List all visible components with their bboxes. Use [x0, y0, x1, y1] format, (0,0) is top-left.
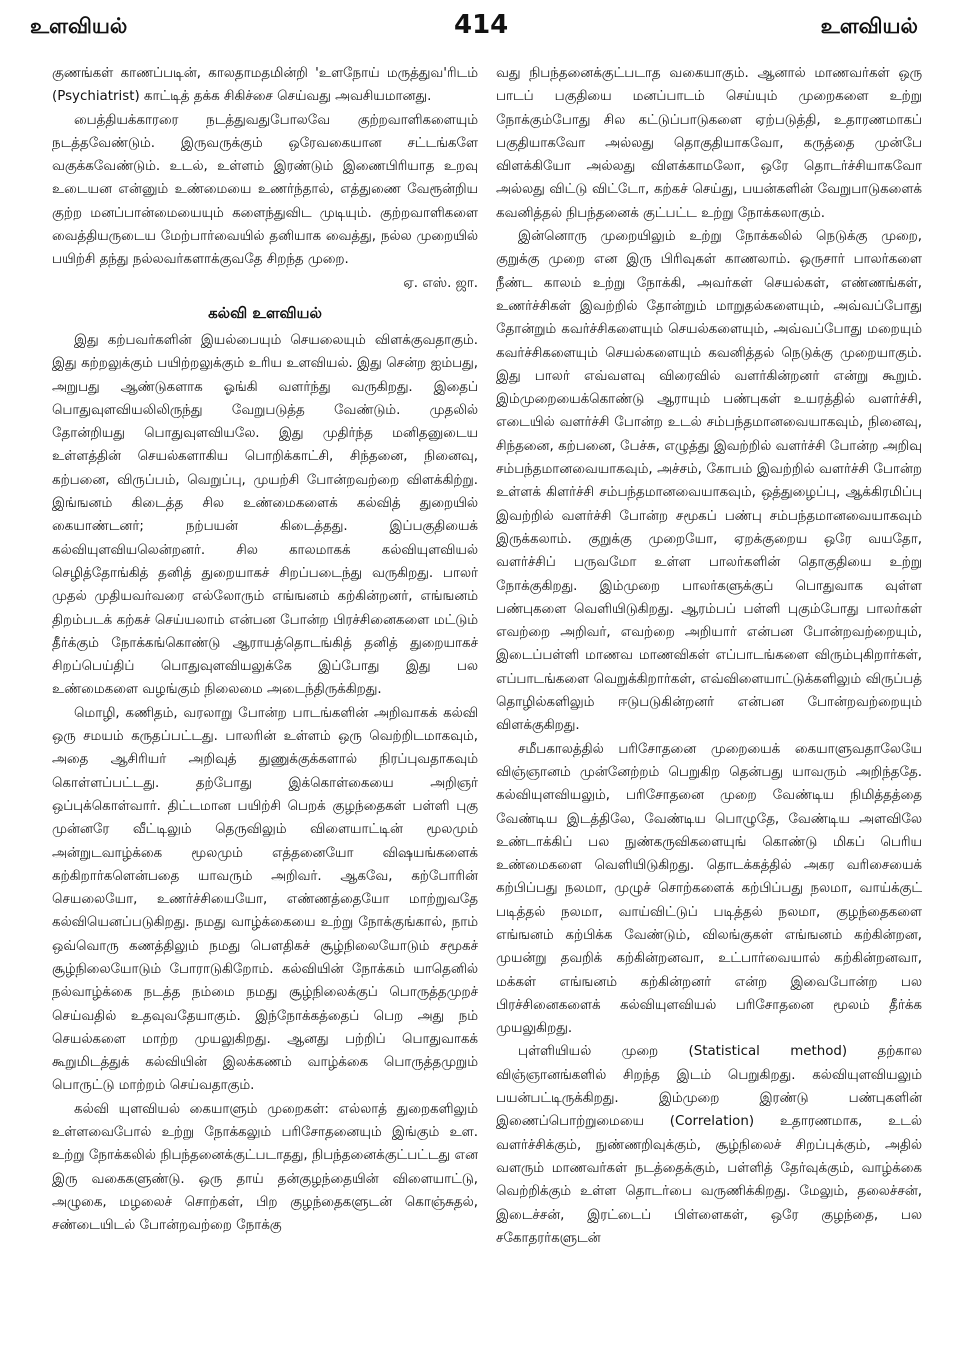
running-title-right: உளவியல் — [820, 14, 918, 38]
paragraph: வது நிபந்தனைக்குட்படாத வகையாகும். ஆனால் மாணவர்கள் ஒரு பாடப் பகுதியை மனப்பாடம் செய்யும் முறைகளை உற்று நோக்கும்போது சில கட்டுப்பாடுகளை ஏற்படுத்தி, உதாரணமாகப் பகுதியாகவோ அல்லது தொகுதியாகவோ, கருத்தை முன்பே விளக்கியோ அல்லது விளக்காமலோ, ஒரே தொடர்ச்சியாகவோ அல்லது விட்டு விட்டோ, கற்கச் செய்து, பயன்களின் வேறுபாடுகளைக் கவனித்தல் நிபந்தனைக் குட்பட்ட உற்று நோக்கலாகும். — [496, 66, 922, 221]
paragraph: சமீபகாலத்தில் பரிசோதனை முறையைக் கையாளுவதாலேயே விஞ்ஞானம் முன்னேற்றம் பெறுகிற தென்பது யாவரும் அறிந்ததே. கல்வியுளவியலும், பரிசோதனை முறை வேண்டிய நிமித்தத்தை வேண்டிய இடத்திலே, வேண்டிய பொழுதே, வேண்டிய அளவிலே உண்டாக்கிப் பல நுண்கருவிகளையுங் கொண்டு மிகப் பெரிய உண்மைகளை வெளியிடுகிறது. தொடக்கத்தில் அகர வரிசையைக் கற்பிப்பது நலமா, முழுச் சொற்களைக் கற்பிப்பது நலமா, வாய்க்குட் படித்தல் நலமா, வாய்விட்டுப் படித்தல் நலமா, குழந்தைகளை எங்ஙனம் கற்பிக்க வேண்டும், விலங்குகள் எங்ஙனம் கற்கின்றன, முயன்று தவறிக் கற்கின்றனவா, உட்பார்வையால் கற்கின்றனவா, மக்கள் எங்ஙனம் கற்கின்றனர் என்ற இவைபோன்ற பல பிரச்சினைகளைக் கல்வியுளவியல் பரிசோதனை மூலம் தீர்க்க முயலுகிறது. — [496, 741, 922, 1037]
paragraph: இது கற்பவர்களின் இயல்பையும் செயலையும் விளக்குவதாகும். இது கற்றலுக்கும் பயிற்றலுக்கும் உரிய உளவியல். இது சென்ற ஐம்பது, அறுபது ஆண்டுகளாக ஓங்கி வளர்ந்து வருகிறது. இதைப் பொதுவுளவியலிலிருந்து வேறுபடுத்த வேண்டும். முதலில் தோன்றியது பொதுவுளவியலே. இது முதிர்ந்த மனிதனுடைய உள்ளத்தின் செயல்களாகிய பொறிக்காட்சி, சிந்தனை, நினைவு, கற்பனை, விருப்பம், வெறுப்பு, முயற்சி போன்றவற்றை விளக்கிற்று. இங்ஙனம் கிடைத்த சில உண்மைகளைக் கல்வித் துறையில் கையாண்டனர்; நற்பயன் கிடைத்தது. இப்பகுதியைக் கல்வியுளவியலென்றனர். சில காலமாகக் கல்வியுளவியல் செழித்தோங்கித் தனித் துறையாகச் சிறப்படைந்து வருகிறது. பாலர் முதல் முதியவர்வரை எல்லோரும் எங்ஙனம் கற்கின்றனர், எங்ஙனம் திறம்படக் கற்கச் செய்யலாம் என்பன போன்ற பிரச்சினைகளை மட்டும் தீர்க்கும் நோக்கங்கொண்டு ஆராயத்தொடங்கித் தனித் துறையாகச் சிறப்பெய்திப் பொதுவுளவியலுக்கே இப்போது இது பல உண்மைகளை வழங்கும் நிலைமை அடைந்திருக்கிறது. — [52, 332, 478, 698]
author-signature: ஏ. எஸ். ஜா. — [403, 275, 478, 291]
running-title-left: உளவியல் — [30, 14, 128, 38]
paragraph: புள்ளியியல் முறை (Statistical method) தற்கால விஞ்ஞானங்களில் சிறந்த இடம் பெறுகிறது. கல்வியுளவியலும் பயன்பட்டிருக்கிறது. இம்முறை இரண்டு பண்புகளின் இணைப்பொற்றுமையை (Correlation) உதாரணமாக, உடல் வளர்ச்சிக்கும், நுண்ணறிவுக்கும், சூழ்நிலைச் சிறப்புக்கும், அதில் வளரும் மாணவர்கள் நடத்தைக்கும், பள்ளித் தேர்வுக்கும், வாழ்க்கை வெற்றிக்கும் உள்ள தொடர்பை வருணிக்கிறது. மேலும், தலைச்சன், இடைச்சன், இரட்டைப் பிள்ளைகள், ஒரே குழந்தை, பல சகோதரர்களுடன் — [496, 1044, 922, 1246]
paragraph: மொழி, கணிதம், வரலாறு போன்ற பாடங்களின் அறிவாகக் கல்வி ஒரு சமயம் கருதப்பட்டது. பாலரின் உள்ளம் ஒரு வெற்றிடமாகவும், அதை ஆசிரியர் அறிவுத் துணுக்குக்களால் நிரப்புவதாகவும் கொள்ளப்பட்டது. தற்போது இக்கொள்கையை அறிஞர் ஒப்புக்கொள்வார். திட்டமான பயிற்சி பெறக் குழந்தைகள் பள்ளி புகு முன்னரே வீட்டிலும் தெருவிலும் விளையாட்டின் மூலமும் அன்றுடவாழ்க்கை மூலமும் எத்தனையோ விஷயங்களைக் கற்கிறார்களென்பதை யாவரும் அறிவர். ஆகவே, கற்போரின் செயலையோ, உணர்ச்சியையோ, எண்ணத்தையோ மாற்றுவதே கல்வியெனப்படுகிறது. நமது வாழ்க்கையை உற்று நோக்குங்கால், நாம் ஒவ்வொரு கணத்திலும் நமது பௌதிகச் சூழ்நிலையோடும் சமூகச் சூழ்நிலையோடும் போராடுகிறோம். கல்வியின் நோக்கம் யாதெனில் நல்வாழ்க்கை நடத்த நம்மை நமது சூழ்நிலைக்குப் பொருத்தமுறச் செய்வதில் உதவுவதேயாகும். இந்நோக்கத்தைப் பெற அது நம் செயல்களை மாற்ற முயலுகிறது. ஆனது பற்றிப் பொதுவாகக் கூறுமிடத்துக் கல்வியின் இலக்கணம் வாழ்க்கை பொருத்தமுறும் பொருட்டு மாற்றம் செய்வதாகும். — [52, 705, 478, 1094]
right-column — [496, 62, 922, 1250]
section-heading: கல்வி உளவியல் — [208, 303, 322, 322]
paragraph: குணங்கள் காணப்படின், காலதாமதமின்றி 'உளநோய் மருத்துவ'ரிடம் (Psychiatrist) காட்டித் தக்க சிகிச்சை செய்வது அவசியமானது. — [52, 66, 478, 105]
page-number: 414 — [454, 10, 509, 40]
paragraph: கல்வி யுளவியல் கையாளும் முறைகள்: எல்லாத் துறைகளிலும் உள்ளவைபோல் உற்று நோக்கலும் பரிசோதனையும் இங்கும் உள. உற்று நோக்கலில் நிபந்தனைக்குட்படாதது, நிபந்தனைக்குட்பட்டது என இரு வகைகளுண்டு. ஒரு தாய் தன்குழந்தையின் விளையாட்டு, அழுகை, மழலைச் சொற்கள், பிற குழந்தைகளுடன் கொஞ்சுதல், சண்டையிடல் போன்றவற்றை நோக்கு — [52, 1101, 478, 1234]
left-column — [52, 62, 478, 1238]
page-header — [0, 10, 966, 44]
paragraph: இன்னொரு முறையிலும் உற்று நோக்கலில் நெடுக்கு முறை, குறுக்கு முறை என இரு பிரிவுகள் காணலாம். ஒருசார் பாலர்களை நீண்ட காலம் உற்று நோக்கி, அவர்கள் செயல்கள், எண்ணங்கள், உணர்ச்சிகள் இவற்றில் தோன்றும் மாறுதல்களையும், அவ்வப்போது தோன்றும் கவர்ச்சிகளையும் செயல்களையும், அவ்வப்போது மறையும் கவர்ச்சிகளையும் செயல்களையும் கவனித்தல் நெடுக்கு முறையாகும். இது பாலர் எவ்வளவு விரைவில் வளர்கின்றனர் என்று கூறும். இம்முறையைக்கொண்டு ஆராயும் பண்புகள் உயரத்தில் வளர்ச்சி, எடையில் வளர்ச்சி போன்ற உடல் சம்பந்தமானவையாகவும், நினைவு, சிந்தனை, கற்பனை, பேச்சு, எழுத்து இவற்றில் வளர்ச்சி போன்ற அறிவு சம்பந்தமானவையாகவும், அச்சம், கோபம் இவற்றில் வளர்ச்சி போன்ற உள்ளக் கிளர்ச்சி சம்பந்தமானவையாகவும், ஒத்துழைப்பு, ஆக்கிரமிப்பு இவற்றில் வளர்ச்சி போன்ற சமூகப் பண்பு சம்பந்தமானவையாகவும் இருக்கலாம். குறுக்கு முறையோ, ஏறக்குறைய ஒரே வயதோ, வளர்ச்சிப் பருவமோ உள்ள பாலர்களின் தொகுதியை உற்று நோக்குகிறது. இம்முறை பாலர்களுக்குப் பொதுவாக வுள்ள பண்புகளை வெளியிடுகிறது. ஆரம்பப் பள்ளி புகும்போது பாலர்கள் எவற்றை அறிவர், எவற்றை அறியார் என்பன போன்றவற்றையும், இடைப்பள்ளி மாணவ மாணவிகள் எப்பாடங்களை விரும்புகிறார்கள், எப்பாடங்களை வெறுக்கிறார்கள், எவ்விளையாட்டுக்களிலும் விருப்பத் தொழில்களிலும் ஈடுபடுகின்றனர் என்பன போன்றவற்றையும் விளக்குகிறது. — [496, 229, 922, 734]
paragraph: பைத்தியக்காரரை நடத்துவதுபோலவே குற்றவாளிகளையும் நடத்தவேண்டும். இருவருக்கும் ஒரேவகையான சட்டங்களே வகுக்கவேண்டும். உடல், உள்ளம் இரண்டும் இணைபிரியாத உறவு உடையன என்னும் உண்மையை உணர்ந்தால், எத்துணை வேரூன்றிய குற்ற மனப்பான்மையையும் களைந்துவிட முடியும். குற்றவாளிகளை வைத்தியருடைய மேற்பார்வையில் தனியாக வைத்து, நல்ல முறையில் பயிற்சி தந்து நல்லவர்களாக்குவதே சிறந்த முறை. — [52, 112, 478, 268]
